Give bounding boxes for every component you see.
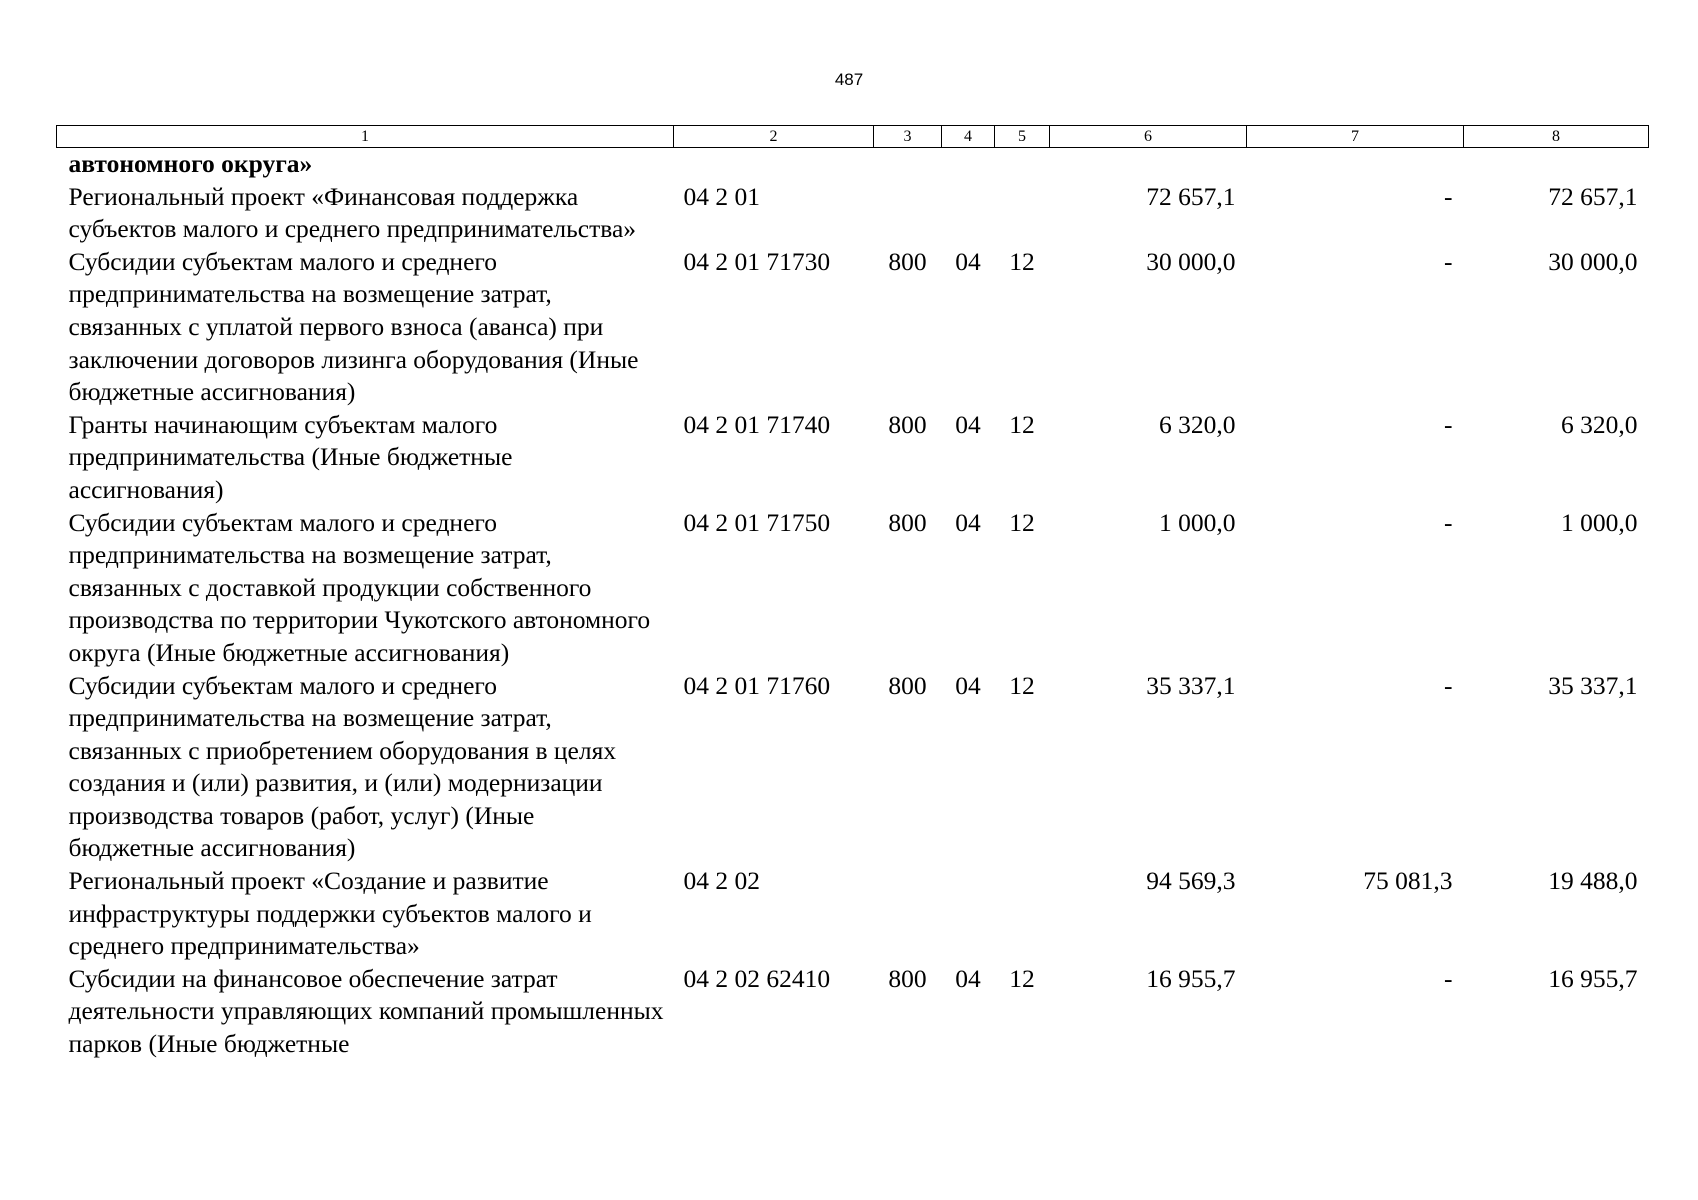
row-target-code: 04 2 01 71740 [683, 409, 831, 439]
table-body [57, 148, 1649, 1061]
row-total-amount: 94 569,3 [1146, 866, 1236, 896]
row-subsection: 12 [1009, 670, 1035, 700]
row-description: Субсидии субъектам малого и среднего предпринимательства на возмещение затрат, связанных с приобретением оборудования в целях создания и (или) развития, и (или) модернизации производства товаров (работ, услуг) (Иные бюджетные ассигнования) [68, 670, 617, 863]
row-description: Региональный проект «Создание и развитие инфраструктуры поддержки субъектов малого и среднего предпринимательства» [68, 866, 592, 961]
row-target-code [674, 148, 874, 181]
row-federal-amount: - [1444, 963, 1453, 993]
table-row [57, 670, 1649, 866]
row-subsection: 12 [1009, 963, 1035, 993]
row-expense-type [874, 181, 942, 246]
row-section [942, 865, 995, 963]
row-description: Субсидии субъектам малого и среднего предпринимательства на возмещение затрат, связанных с доставкой продукции собственного производства по территории Чукотского автономного округа (Иные бюджетные ассигнования) [68, 507, 651, 667]
row-description: Региональный проект «Финансовая поддержка субъектов малого и среднего предпринимательства» [68, 181, 637, 244]
row-federal-amount: - [1444, 507, 1453, 537]
row-federal-amount: - [1444, 181, 1453, 211]
row-total-amount: 35 337,1 [1146, 670, 1236, 700]
row-regional-amount: 72 657,1 [1548, 181, 1638, 211]
column-header: 1 [57, 126, 674, 148]
row-federal-amount: 75 081,3 [1363, 866, 1453, 896]
row-target-code: 04 2 01 71760 [683, 670, 831, 700]
row-regional-amount: 35 337,1 [1548, 670, 1638, 700]
column-number-row [57, 126, 1649, 148]
row-total-amount [1050, 148, 1247, 181]
row-description: Субсидии на финансовое обеспечение затрат деятельности управляющих компаний промышленных парков (Иные бюджетные [68, 963, 664, 1059]
row-section: 04 [955, 963, 981, 993]
row-federal-amount: - [1444, 670, 1453, 700]
row-regional-amount: 6 320,0 [1561, 409, 1638, 439]
row-section [942, 148, 995, 181]
row-section [942, 181, 995, 246]
table-row [57, 148, 1649, 181]
row-expense-type [874, 148, 942, 181]
row-description: автономного округа» [68, 149, 313, 178]
row-regional-amount: 30 000,0 [1548, 246, 1638, 276]
column-header: 8 [1464, 126, 1649, 148]
row-total-amount: 6 320,0 [1159, 409, 1236, 439]
row-total-amount: 1 000,0 [1159, 507, 1236, 537]
row-regional-amount: 19 488,0 [1548, 866, 1638, 896]
row-federal-amount: - [1444, 409, 1453, 439]
row-regional-amount: 1 000,0 [1561, 507, 1638, 537]
row-subsection [995, 148, 1050, 181]
row-subsection: 12 [1009, 246, 1035, 276]
row-expense-type: 800 [888, 409, 927, 439]
row-expense-type: 800 [888, 507, 927, 537]
row-subsection: 12 [1009, 409, 1035, 439]
row-subsection [995, 181, 1050, 246]
row-section: 04 [955, 246, 981, 276]
table-row [57, 507, 1649, 670]
column-header: 3 [874, 126, 942, 148]
row-total-amount: 16 955,7 [1146, 963, 1236, 993]
row-federal-amount [1247, 148, 1464, 181]
row-target-code: 04 2 01 71730 [683, 246, 831, 276]
row-total-amount: 72 657,1 [1146, 181, 1236, 211]
column-header: 7 [1247, 126, 1464, 148]
row-federal-amount: - [1444, 246, 1453, 276]
row-section: 04 [955, 670, 981, 700]
row-regional-amount [1464, 148, 1649, 181]
table-row [57, 963, 1649, 1061]
row-description: Гранты начинающим субъектам малого предпринимательства (Иные бюджетные ассигнования) [68, 409, 513, 504]
row-description: Субсидии субъектам малого и среднего предпринимательства на возмещение затрат, связанных с уплатой первого взноса (аванса) при заключении договоров лизинга оборудования (Иные бюджетные ассигнования) [68, 246, 639, 407]
column-header: 2 [674, 126, 874, 148]
row-target-code: 04 2 02 [683, 866, 760, 896]
row-expense-type: 800 [888, 963, 927, 993]
row-total-amount: 30 000,0 [1146, 246, 1236, 276]
row-target-code: 04 2 02 62410 [683, 963, 831, 993]
table-row [57, 409, 1649, 507]
row-subsection [995, 865, 1050, 963]
row-section: 04 [955, 409, 981, 439]
table-row [57, 865, 1649, 963]
row-regional-amount: 16 955,7 [1548, 963, 1638, 993]
column-header: 4 [942, 126, 995, 148]
row-expense-type: 800 [888, 670, 927, 700]
row-expense-type: 800 [888, 246, 927, 276]
row-target-code: 04 2 01 [683, 181, 760, 211]
row-target-code: 04 2 01 71750 [683, 507, 831, 537]
budget-table [56, 125, 1649, 1061]
column-header: 5 [995, 126, 1050, 148]
table-row [57, 246, 1649, 409]
page-number: 487 [834, 70, 864, 89]
row-section: 04 [955, 507, 981, 537]
row-expense-type [874, 865, 942, 963]
column-header: 6 [1050, 126, 1247, 148]
table-row [57, 181, 1649, 246]
row-subsection: 12 [1009, 507, 1035, 537]
